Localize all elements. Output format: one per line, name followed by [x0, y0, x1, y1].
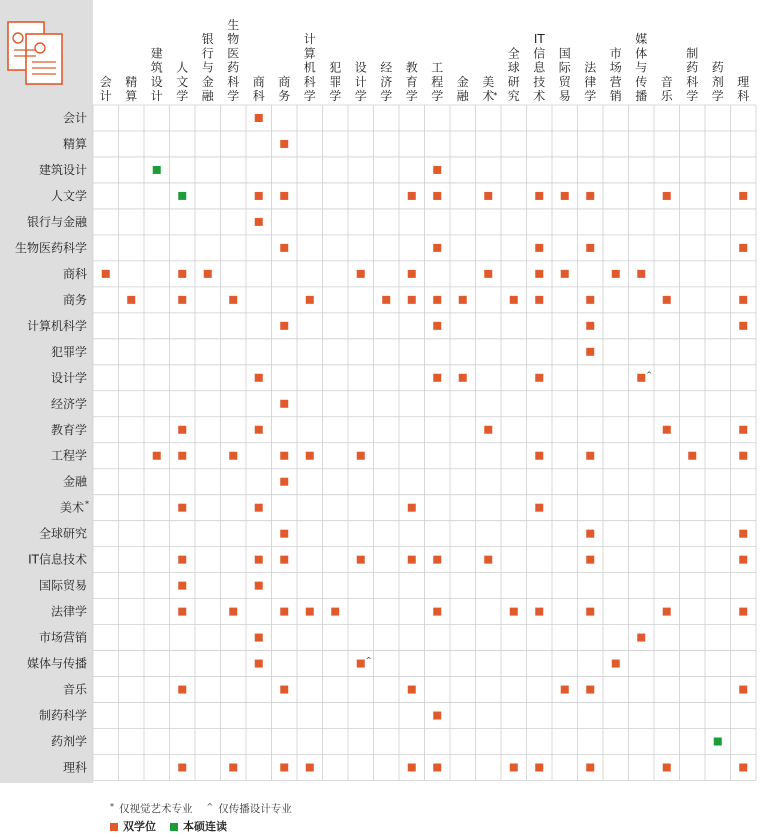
column-header-char: 术 [533, 89, 546, 103]
dual-degree-cell [408, 504, 416, 512]
dual-degree-cell [561, 270, 569, 278]
column-header-char: 法 [584, 60, 597, 75]
column-header-char: 科 [686, 74, 699, 89]
column-header-char: 学 [431, 89, 444, 103]
dual-degree-cell [739, 686, 747, 694]
column-header-char: 会 [99, 74, 112, 89]
column-header-char: 律 [584, 74, 597, 89]
dual-degree-cell [433, 244, 441, 252]
dual-degree-cell [535, 192, 543, 200]
dual-degree-cell [280, 452, 288, 460]
legend [110, 800, 292, 836]
legend-note-visual-art: * 仅视觉艺术专业 [110, 802, 193, 815]
column-header-char: 金 [201, 74, 214, 89]
column-header [227, 17, 239, 103]
dual-degree-cell [255, 582, 263, 590]
column-header-char: 筑 [150, 60, 163, 75]
dual-degree-swatch [110, 823, 118, 831]
dual-degree-cell [535, 608, 543, 616]
dual-degree-cell [586, 686, 594, 694]
column-header [635, 31, 647, 103]
column-header-char: 算 [303, 46, 316, 61]
column-header-char: 务 [278, 89, 291, 103]
column-header-char: 学 [405, 89, 418, 103]
column-header [737, 75, 749, 103]
column-header-char: 息 [533, 60, 546, 75]
column-header [482, 75, 497, 103]
dual-degree-cell [178, 296, 186, 304]
column-header [457, 74, 470, 103]
dual-degree-cell [178, 763, 186, 771]
dual-degree-cell [663, 296, 671, 304]
column-header [406, 60, 418, 103]
dual-degree-cell [408, 686, 416, 694]
column-header [686, 45, 698, 103]
column-header-char: 信 [533, 46, 546, 61]
column-header-char: 易 [558, 89, 571, 103]
dual-degree-cell [229, 296, 237, 304]
column-header-char: 行 [201, 46, 214, 61]
column-header-char: 机 [303, 60, 316, 75]
row-header: 国际贸易 [38, 578, 87, 593]
dual-degree-cell [433, 192, 441, 200]
dual-degree-cell [510, 763, 518, 771]
column-header-char: 金 [456, 74, 469, 89]
row-header: 计算机科学 [26, 318, 87, 333]
dual-degree-cell [204, 270, 212, 278]
row-header: 教育学 [50, 422, 87, 437]
column-header-char: 际 [558, 60, 571, 75]
dual-degree-cell [127, 296, 135, 304]
dual-degree-cell [255, 504, 263, 512]
column-header-char: 商 [278, 74, 291, 89]
row-header: 法律学 [50, 604, 87, 619]
column-header-char: 科 [737, 89, 750, 103]
column-header-char: 物 [227, 32, 240, 47]
row-header: 美术 [59, 500, 84, 515]
dual-degree-cell [153, 452, 161, 460]
dual-degree-cell [586, 530, 594, 538]
column-header-char: 文 [176, 74, 189, 89]
dual-degree-cell [484, 556, 492, 564]
dual-degree-cell [102, 270, 110, 278]
dual-degree-cell [306, 296, 314, 304]
column-header-char: 商 [252, 74, 265, 89]
dual-degree-cell [357, 452, 365, 460]
dual-degree-cell [408, 763, 416, 771]
column-header [100, 75, 112, 103]
column-header [278, 74, 290, 103]
column-header [533, 32, 546, 103]
dual-degree-cell [280, 686, 288, 694]
dual-degree-cell [255, 114, 263, 122]
dual-degree-cell [255, 556, 263, 564]
dual-degree-cell [357, 270, 365, 278]
dual-degree-cell [535, 763, 543, 771]
column-header-char: 经 [380, 60, 393, 75]
dual-degree-cell [229, 763, 237, 771]
dual-degree-cell [637, 374, 645, 382]
dual-degree-cell [280, 140, 288, 148]
column-header [329, 61, 341, 103]
row-header: 金融 [62, 474, 87, 489]
dual-degree-cell [306, 452, 314, 460]
column-header-char: 体 [635, 46, 648, 61]
cell-mark: ^ [365, 656, 372, 665]
dual-degree-cell [484, 426, 492, 434]
combined-degree-cell [178, 192, 186, 200]
dual-degree-cell [586, 192, 594, 200]
row-header: 商科 [62, 266, 87, 281]
dual-degree-cell [178, 504, 186, 512]
column-header-char: 计 [354, 74, 367, 89]
dual-degree-cell [433, 322, 441, 330]
dual-degree-cell [433, 166, 441, 174]
dual-degree-cell [663, 608, 671, 616]
dual-degree-cell [637, 270, 645, 278]
row-header-mark: * [85, 499, 89, 509]
row-header: 制药科学 [38, 708, 87, 723]
legend-keys [110, 818, 292, 836]
dual-degree-cell [306, 608, 314, 616]
column-header-char: 育 [405, 74, 418, 89]
dual-degree-cell [433, 763, 441, 771]
column-header-char: 计 [303, 32, 316, 47]
column-header-char: 设 [354, 60, 367, 75]
column-header-char: 程 [431, 74, 444, 89]
column-header-char: 药 [227, 60, 240, 75]
dual-degree-cell [535, 270, 543, 278]
dual-degree-cell [255, 634, 263, 642]
row-header: 人文学 [50, 188, 87, 203]
column-header [125, 74, 137, 103]
row-header: 生物医药科学 [14, 240, 87, 255]
row-header: 工程学 [50, 448, 87, 463]
dual-degree-cell [739, 763, 747, 771]
dual-degree-cell [178, 582, 186, 590]
dual-degree-cell [280, 244, 288, 252]
column-header-char: 学 [686, 89, 699, 103]
row-header: IT信息技术 [28, 552, 87, 567]
dual-degree-cell [739, 426, 747, 434]
dual-degree-cell [433, 296, 441, 304]
column-header-char: 国 [558, 46, 571, 61]
cell-mark: ^ [646, 370, 653, 379]
column-header-char: 与 [201, 60, 214, 75]
column-header-char: 术 [482, 89, 495, 103]
column-header-char: 济 [380, 74, 393, 89]
dual-degree-cell [357, 660, 365, 668]
dual-degree-cell [178, 452, 186, 460]
row-header: 犯罪学 [50, 344, 87, 359]
column-header [584, 60, 597, 103]
dual-degree-cell [280, 556, 288, 564]
dual-degree-cell [586, 452, 594, 460]
row-header: 建筑设计 [38, 162, 87, 177]
dual-degree-cell [255, 218, 263, 226]
dual-degree-cell [586, 322, 594, 330]
dual-degree-cell [586, 556, 594, 564]
column-header-char: 制 [686, 46, 699, 61]
column-header-char: 乐 [660, 89, 673, 103]
dual-degree-cell [561, 192, 569, 200]
dual-degree-cell [586, 608, 594, 616]
column-header-char: 场 [609, 60, 622, 75]
column-header [176, 61, 188, 103]
dual-degree-cell [586, 348, 594, 356]
column-header-char: 计 [99, 89, 112, 103]
dual-degree-cell [229, 608, 237, 616]
dual-degree-cell [739, 192, 747, 200]
dual-degree-cell [382, 296, 390, 304]
dual-degree-cell [663, 763, 671, 771]
dual-degree-cell [255, 426, 263, 434]
dual-degree-cell [331, 608, 339, 616]
column-header-char: 技 [533, 74, 546, 89]
dual-degree-cell [510, 608, 518, 616]
dual-degree-cell [510, 296, 518, 304]
column-header-char: 音 [660, 74, 673, 89]
column-header-char: IT [533, 32, 545, 47]
dual-degree-cell [586, 244, 594, 252]
row-header: 药剂学 [50, 734, 87, 749]
dual-degree-cell [739, 556, 747, 564]
column-header-char: 人 [176, 60, 189, 75]
dual-degree-cell [255, 660, 263, 668]
dual-degree-cell [178, 556, 186, 564]
dual-degree-cell [280, 608, 288, 616]
dual-degree-cell [280, 400, 288, 408]
column-header-char: 罪 [329, 74, 342, 89]
column-header-char: 融 [456, 89, 469, 103]
column-header-char: 算 [125, 89, 138, 103]
dual-degree-cell [178, 608, 186, 616]
column-header-char: 销 [609, 89, 622, 103]
dual-degree-cell [459, 296, 467, 304]
dual-degree-cell [586, 763, 594, 771]
column-header [202, 32, 215, 103]
dual-degree-cell [535, 452, 543, 460]
dual-degree-cell [280, 763, 288, 771]
row-header: 设计学 [50, 370, 87, 385]
dual-degree-cell [178, 426, 186, 434]
column-header-char: 研 [507, 74, 520, 89]
column-header-char: 科 [227, 74, 240, 89]
column-header-char: 犯 [329, 60, 342, 75]
column-header-char: 学 [380, 89, 393, 103]
column-header [304, 31, 316, 103]
dual-degree-cell [255, 192, 263, 200]
dual-degree-cell [408, 296, 416, 304]
column-header-char: 究 [507, 89, 520, 103]
dual-degree-cell [408, 556, 416, 564]
column-header [610, 46, 622, 103]
dual-degree-cell [535, 296, 543, 304]
row-header: 音乐 [62, 682, 87, 697]
row-header: 市场营销 [38, 630, 87, 645]
column-header-char: 学 [303, 89, 316, 103]
column-header-char: 播 [635, 89, 648, 103]
column-header [712, 61, 724, 103]
dual-degree-cell [433, 608, 441, 616]
column-header-char: 工 [431, 60, 444, 75]
column-header-char: 教 [405, 60, 418, 75]
dual-degree-cell [280, 478, 288, 486]
dual-degree-cell [688, 452, 696, 460]
dual-degree-cell [637, 634, 645, 642]
dual-degree-cell [739, 322, 747, 330]
column-header [661, 74, 674, 103]
dual-degree-cell [280, 530, 288, 538]
row-header: 经济学 [50, 396, 87, 411]
column-header [431, 61, 443, 103]
dual-degree-cell [433, 374, 441, 382]
column-header-char: 全 [507, 46, 520, 61]
dual-degree-cell [433, 556, 441, 564]
column-header-char: 精 [125, 74, 138, 89]
dual-degree-cell [612, 660, 620, 668]
legend-note-comm-design: ^ 仅传播设计专业 [206, 802, 292, 815]
dual-degree-cell [535, 244, 543, 252]
column-header-char: 媒 [635, 32, 648, 47]
column-header-char: 剂 [711, 74, 724, 89]
dual-degree-cell [739, 244, 747, 252]
column-header-char: 学 [227, 89, 240, 103]
column-header-char: 球 [507, 60, 520, 75]
column-header-char: 学 [711, 89, 724, 103]
column-header-char: 设 [150, 74, 163, 89]
combined-degree-cell [714, 738, 722, 746]
column-header-char: 与 [635, 60, 648, 75]
column-header-char: 计 [150, 89, 163, 103]
row-header: 会计 [62, 110, 87, 125]
column-header [380, 61, 392, 103]
dual-degree-cell [586, 296, 594, 304]
column-header-char: 融 [201, 89, 214, 103]
row-header: 银行与金融 [26, 214, 87, 229]
column-header-char: 科 [252, 89, 265, 103]
dual-degree-cell [433, 712, 441, 720]
column-header-char: 生 [227, 18, 240, 32]
dual-degree-cell [663, 426, 671, 434]
row-header: 理科 [62, 760, 87, 775]
column-header-char: 理 [737, 74, 750, 89]
dual-degree-cell [178, 270, 186, 278]
dual-degree-cell [561, 686, 569, 694]
dual-degree-cell [178, 686, 186, 694]
combined-swatch [170, 823, 178, 831]
dual-degree-cell [255, 374, 263, 382]
column-header-char: 学 [354, 89, 367, 103]
row-header: 全球研究 [38, 526, 87, 541]
column-header [253, 74, 265, 103]
column-header-char: 银 [201, 32, 214, 47]
dual-degree-cell [739, 530, 747, 538]
dual-degree-cell [535, 504, 543, 512]
legend-dual-degree: 双学位 [110, 818, 156, 836]
column-header-char: 学 [329, 89, 342, 103]
column-header-char: 美 [482, 74, 495, 89]
column-header-char: 学 [176, 89, 189, 103]
combined-degree-cell [153, 166, 161, 174]
dual-degree-cell [306, 763, 314, 771]
column-header-char: 营 [609, 74, 622, 89]
dual-degree-cell [484, 192, 492, 200]
row-header: 媒体与传播 [26, 656, 87, 671]
dual-degree-cell [663, 192, 671, 200]
column-header-char: 学 [584, 89, 597, 103]
dual-degree-cell [408, 270, 416, 278]
column-header-char: 贸 [558, 74, 571, 89]
dual-degree-cell [280, 192, 288, 200]
dual-degree-cell [484, 270, 492, 278]
dual-degree-cell [229, 452, 237, 460]
legend-combined: 本硕连读 [170, 818, 227, 836]
column-header-char: 药 [686, 60, 699, 75]
dual-degree-cell [357, 556, 365, 564]
column-header-char: 药 [711, 60, 724, 75]
dual-degree-cell [535, 374, 543, 382]
column-header-char: 科 [303, 74, 316, 89]
column-header-char: 传 [635, 74, 648, 89]
column-header-char: 市 [609, 46, 622, 61]
dual-degree-cell [612, 270, 620, 278]
dual-degree-cell [739, 296, 747, 304]
dual-degree-cell [739, 608, 747, 616]
column-header-mark: * [493, 91, 498, 100]
column-header-char: 建 [150, 46, 163, 61]
column-header [508, 45, 520, 103]
dual-degree-cell [739, 452, 747, 460]
column-header [151, 45, 163, 103]
legend-notes [110, 800, 292, 818]
dual-degree-cell [280, 322, 288, 330]
row-header: 精算 [62, 136, 87, 151]
column-header-char: 医 [227, 46, 240, 61]
column-header [559, 46, 572, 103]
dual-degree-cell [408, 192, 416, 200]
row-header: 商务 [62, 292, 87, 307]
column-header [355, 61, 367, 103]
dual-degree-cell [459, 374, 467, 382]
